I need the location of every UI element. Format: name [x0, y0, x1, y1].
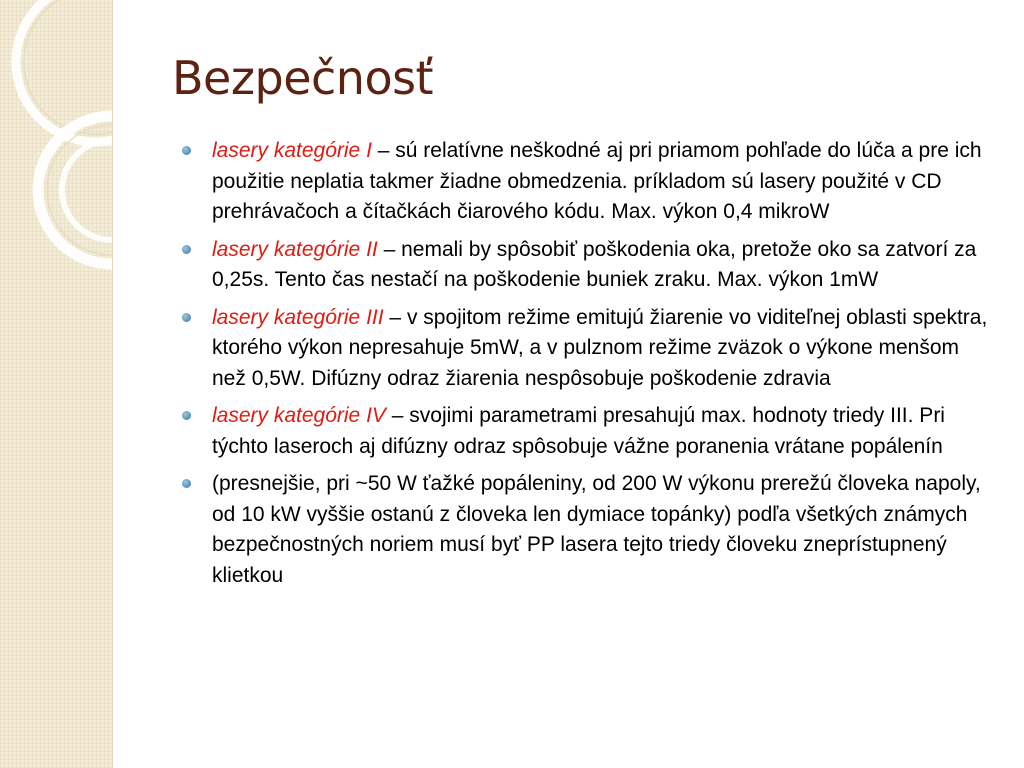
bullet-text: – svojimi parametrami presahujú max. hodnoty triedy III. Pri týchto laseroch aj difúzny odraz spôsobuje vážne poranenia vrátane popálenín: [212, 404, 945, 458]
bullet-dot-icon: [182, 146, 191, 155]
bullet-text: – v spojitom režime emitujú žiarenie vo viditeľnej oblasti spektra, ktorého výkon nepresahuje 5mW, a v pulznom režime zväzok o výkone menšom než 0,5W. Difúzny odraz žiarenia nespôsobuje poškodenie zdravia: [212, 305, 988, 390]
bullet-list: [178, 136, 994, 598]
bullet-text: – sú relatívne neškodné aj pri priamom pohľade do lúča a pre ich použitie neplatia takmer žiadne obmedzenia. príkladom sú lasery použité v CD prehrávačoch a čítačkách čiarového kódu. Max. výkon 0,4 mikroW: [212, 139, 982, 223]
bullet-item: [178, 235, 994, 296]
bullet-text: (presnejšie, pri ~50 W ťažké popáleniny, od 200 W výkonu prerežú človeka napoly, od 10 kW vyššie ostanú z človeka len dymiace topánky) podľa všetkých známych bezpečnostných noriem musí byť PP lasera tejto triedy človeku zneprístupnený klietkou: [212, 472, 981, 587]
bullet-label: lasery kategórie I: [212, 139, 372, 162]
bullet-text: – nemali by spôsobiť poškodenia oka, pretože oko sa zatvorí za 0,25s. Tento čas nestačí na poškodenie buniek zraku. Max. výkon 1mW: [212, 237, 977, 291]
bullet-dot-icon: [182, 313, 191, 322]
slide-title: Bezpečnosť: [172, 51, 434, 105]
bullet-item: [178, 469, 994, 591]
bullet-item: [178, 136, 994, 228]
bullet-label: lasery kategórie IV: [212, 404, 386, 427]
bullet-label: lasery kategórie II: [212, 237, 378, 261]
bullet-dot-icon: [182, 245, 191, 254]
bullet-dot-icon: [182, 411, 191, 420]
bullet-item: [178, 303, 994, 395]
bullet-item: [178, 401, 994, 462]
bullet-label: lasery kategórie III: [212, 305, 384, 329]
bullet-dot-icon: [182, 479, 191, 488]
decorative-rings: [0, 0, 112, 300]
